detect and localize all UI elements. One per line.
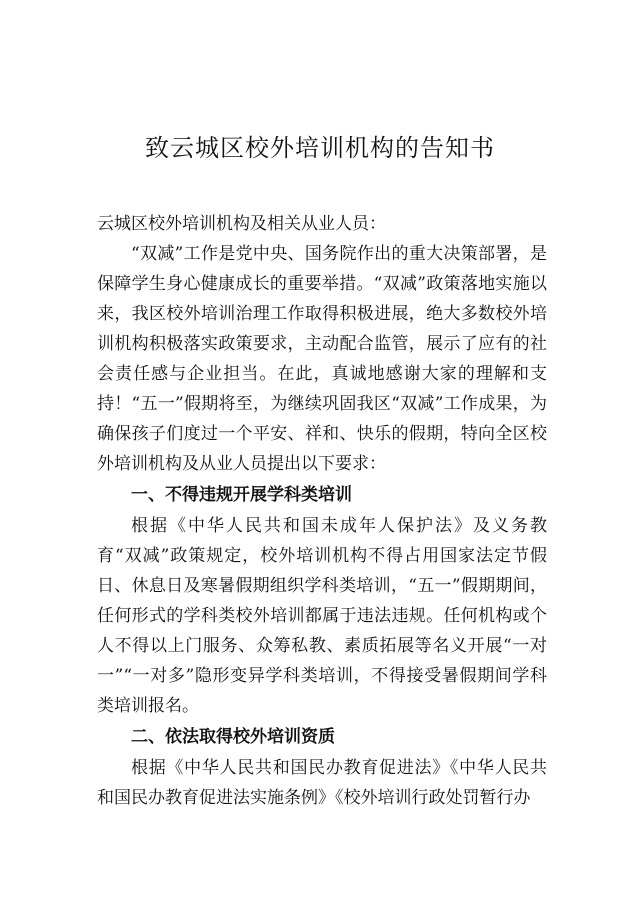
section-2-heading: 二、依法取得校外培训资质 xyxy=(131,727,335,747)
document-body xyxy=(97,209,547,813)
salutation: 云城区校外培训机构及相关从业人员： xyxy=(97,214,386,234)
section-1-paragraph: 根据《中华人民共和国未成年人保护法》及义务教育“双减”政策规定，校外培训机构不得占用国家法定节假日、休息日及寒暑假期组织学科类培训，“五一”假期期间，任何形式的学科类校外培训都属于违法违规。任何机构或个人不得以上门服务、众筹私教、素质拓展等名义开展“一对一”“一对多”隐形变异学科类培训，不得接受暑假期间学科类培训报名。 xyxy=(97,516,547,716)
document-title: 致云城区校外培训机构的告知书 xyxy=(145,134,495,162)
section-1-heading: 一、不得违规开展学科类培训 xyxy=(131,485,352,505)
intro-paragraph: “双减”工作是党中央、国务院作出的重大决策部署，是保障学生身心健康成长的重要举措。“双减”政策落地实施以来，我区校外培训治理工作取得积极进展，绝大多数校外培训机构积极落实政策要求，主动配合监管，展示了应有的社会责任感与企业担当。在此，真诚地感谢大家的理解和支持！“五一”假期将至，为继续巩固我区“双减”工作成果，为确保孩子们度过一个平安、祥和、快乐的假期，特向全区校外培训机构及从业人员提出以下要求： xyxy=(97,244,547,474)
section-2-paragraph: 根据《中华人民共和国民办教育促进法》《中华人民共和国民办教育促进法实施条例》《校外培训行政处罚暂行办 xyxy=(97,758,547,808)
